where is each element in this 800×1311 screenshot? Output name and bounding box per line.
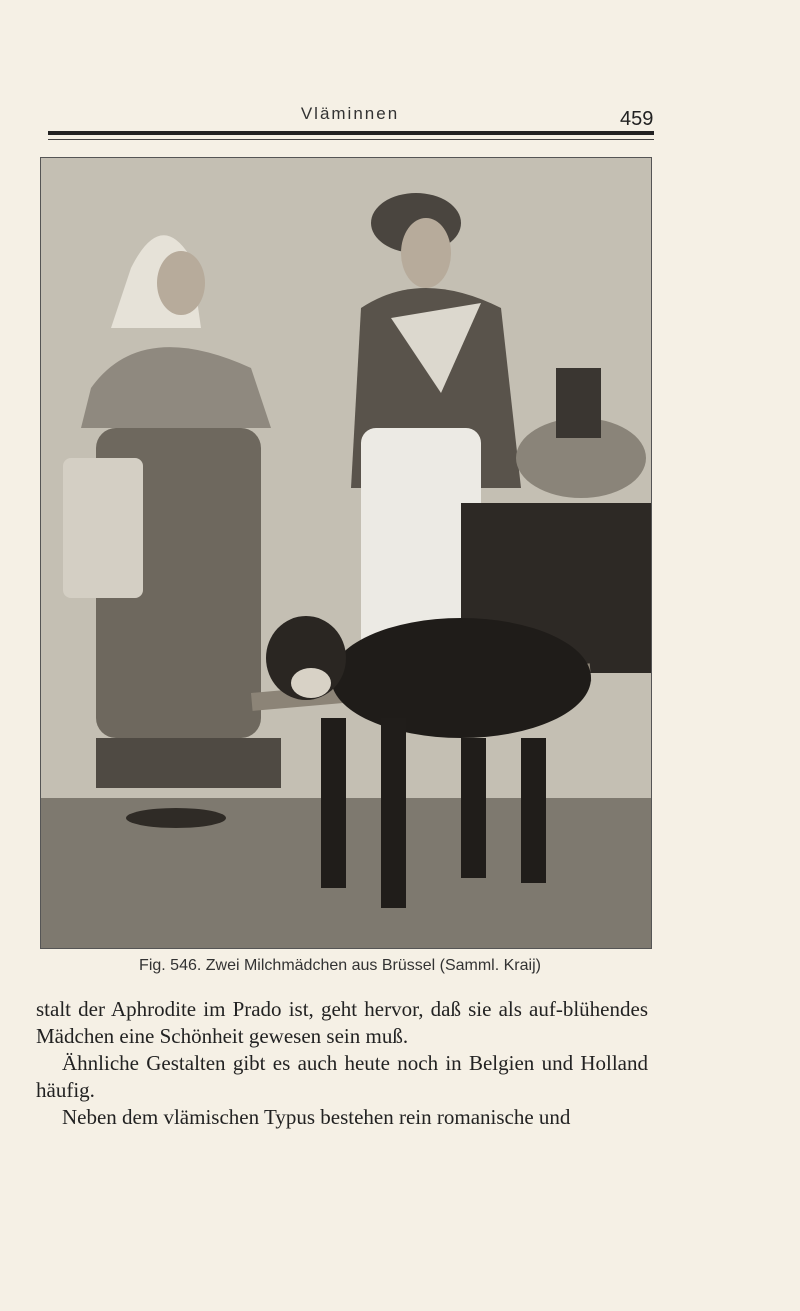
page-number: 459 <box>620 108 654 130</box>
body-text <box>36 996 648 1130</box>
paragraph: Ähnliche Gestalten gibt es auch heute noch in Belgien und Holland häufig. <box>36 1050 648 1102</box>
photograph-illustration <box>41 158 651 948</box>
running-head <box>0 104 800 134</box>
header-rule-thin <box>48 139 654 140</box>
running-title: Vläminnen <box>300 104 400 123</box>
header-rule <box>48 131 654 135</box>
paragraph: stalt der Aphrodite im Prado ist, geht hervor, daß sie als auf-blühendes Mädchen eine Schönheit gewesen sein muß. <box>36 997 648 1048</box>
paragraph: Neben dem vlämischen Typus bestehen rein romanische und <box>62 1104 571 1129</box>
figure-caption: Fig. 546. Zwei Milchmädchen aus Brüssel (Samml. Kraij) <box>139 957 541 974</box>
milk-can-left <box>63 458 143 598</box>
photograph <box>40 157 652 949</box>
